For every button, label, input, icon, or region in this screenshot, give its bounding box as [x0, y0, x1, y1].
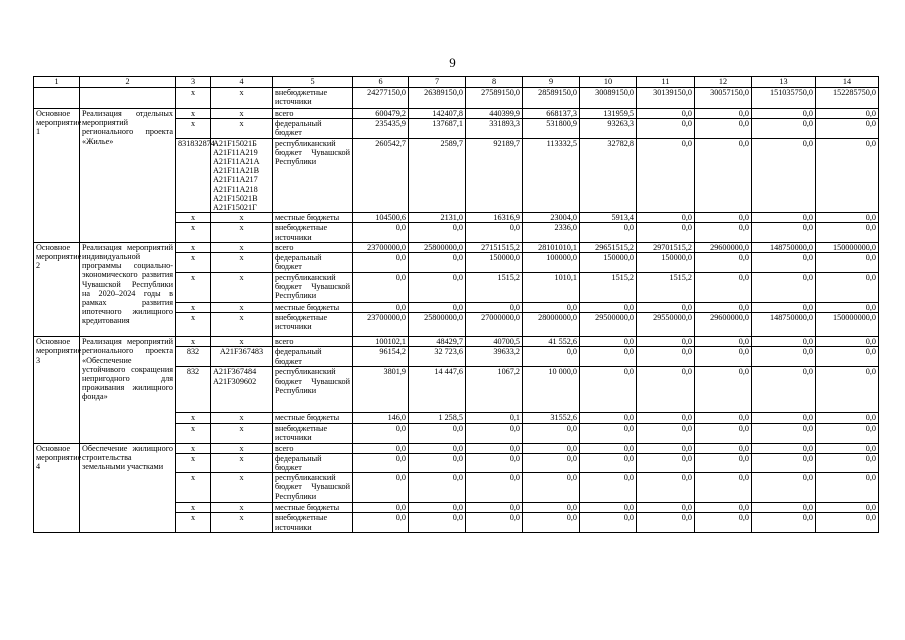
amount-cell: 0,0 [637, 473, 695, 503]
event-description-cell: Обеспечение жилищного строительства земельными участками [80, 443, 176, 532]
column-number-row [34, 77, 879, 88]
amount-cell: 1010,1 [523, 273, 580, 303]
amount-cell: 0,0 [752, 213, 816, 223]
event-description-cell: Реализация мероприятий индивидуальной программы социально-экономического развития Чувашской Республики на 2020–2024 годы в рамках развития ипотечного жилищного кредитования [80, 242, 176, 336]
grbs-code-cell [176, 138, 215, 213]
amount-cell: 0,0 [816, 347, 879, 367]
amount-cell: 1067,2 [466, 367, 523, 413]
grbs-code-cell: х [176, 473, 211, 503]
table-body [34, 77, 879, 533]
amount-cell: 0,0 [353, 443, 409, 453]
amount-cell: 0,0 [353, 513, 409, 532]
target-article-cell-line: А21F11А21А [213, 157, 260, 167]
amount-cell: 0,0 [466, 453, 523, 472]
grbs-code-cell-line: 874 [202, 138, 215, 148]
amount-cell: 0,0 [752, 303, 816, 313]
amount-cell: 0,0 [580, 303, 637, 313]
amount-cell: 0,0 [816, 273, 879, 303]
amount-cell: 0,0 [353, 503, 409, 513]
grbs-code-cell: х [176, 303, 211, 313]
event-description-cell [80, 88, 176, 109]
amount-cell: 0,0 [695, 337, 752, 347]
column-number: 7 [409, 77, 466, 88]
amount-cell: 39633,2 [466, 347, 523, 367]
amount-cell: 1515,2 [466, 273, 523, 303]
grbs-code-cell: х [176, 337, 211, 347]
grbs-code-cell: х [176, 313, 211, 337]
amount-cell: 0,0 [695, 513, 752, 532]
amount-cell: 0,0 [409, 223, 466, 242]
event-description-cell: Реализация мероприятий регионального проекта «Обеспечение устойчивого сокращения непригодного для проживания жилищного фонда» [80, 337, 176, 443]
amount-cell: 0,0 [752, 423, 816, 443]
amount-cell: 29500000,0 [580, 313, 637, 337]
amount-cell: 0,0 [752, 453, 816, 472]
target-article-cell-line: А21F11А218 [213, 184, 258, 194]
target-article-cell-line: А21F15021Г [213, 203, 257, 213]
grbs-code-cell: х [176, 253, 211, 273]
target-article-cell: х [211, 119, 273, 138]
amount-cell: 0,0 [752, 413, 816, 423]
amount-cell: 0,0 [816, 423, 879, 443]
target-article-cell: х [211, 313, 273, 337]
amount-cell: 0,0 [466, 473, 523, 503]
funding-source-cell: республиканский бюджет Чувашской Республики [273, 473, 353, 503]
amount-cell: 0,0 [695, 273, 752, 303]
amount-cell: 260542,7 [353, 138, 409, 213]
amount-cell: 31552,6 [523, 413, 580, 423]
amount-cell: 28000000,0 [523, 313, 580, 337]
amount-cell: 150000,0 [580, 253, 637, 273]
amount-cell: 28101010,1 [523, 242, 580, 252]
table-row [34, 337, 879, 347]
target-article-cell: х [211, 303, 273, 313]
amount-cell: 440399,9 [466, 109, 523, 119]
amount-cell: 0,0 [637, 138, 695, 213]
grbs-code-cell: х [176, 119, 211, 138]
target-article-cell: х [211, 109, 273, 119]
grbs-code-cell: х [176, 443, 211, 453]
amount-cell: 0,0 [695, 413, 752, 423]
target-article-cell: х [211, 423, 273, 443]
amount-cell: 0,0 [816, 443, 879, 453]
amount-cell: 0,0 [816, 337, 879, 347]
amount-cell: 235435,9 [353, 119, 409, 138]
amount-cell: 0,0 [580, 223, 637, 242]
amount-cell: 3801,9 [353, 367, 409, 413]
target-article-cell-line: А21F11А219 [213, 147, 258, 157]
target-article-cell-line: А21F367484 [213, 367, 257, 377]
amount-cell: 0,0 [816, 473, 879, 503]
funding-source-cell: всего [273, 242, 353, 252]
grbs-code-cell: х [176, 423, 211, 443]
column-number: 2 [80, 77, 176, 88]
column-number: 14 [816, 77, 879, 88]
amount-cell: 531800,9 [523, 119, 580, 138]
amount-cell: 600479,2 [353, 109, 409, 119]
funding-source-cell: всего [273, 337, 353, 347]
amount-cell: 148750000,0 [752, 313, 816, 337]
amount-cell: 5913,4 [580, 213, 637, 223]
amount-cell: 0,0 [580, 367, 637, 413]
amount-cell: 0,0 [695, 119, 752, 138]
amount-cell: 0,1 [466, 413, 523, 423]
event-name-cell [34, 88, 80, 109]
amount-cell: 0,0 [580, 413, 637, 423]
amount-cell: 151035750,0 [752, 88, 816, 109]
target-article-cell: х [211, 503, 273, 513]
amount-cell: 92189,7 [466, 138, 523, 213]
amount-cell: 0,0 [752, 443, 816, 453]
grbs-code-cell: 832 [176, 367, 211, 413]
target-article-cell: х [211, 513, 273, 532]
table-row [34, 109, 879, 119]
amount-cell: 0,0 [466, 303, 523, 313]
event-description-cell: Реализация отдельных мероприятий регионального проекта «Жилье» [80, 109, 176, 243]
budget-table [33, 76, 879, 533]
amount-cell: 100102,1 [353, 337, 409, 347]
table-row [34, 88, 879, 109]
grbs-code-cell: х [176, 513, 211, 532]
amount-cell: 0,0 [637, 303, 695, 313]
amount-cell: 0,0 [353, 453, 409, 472]
target-article-cell: х [211, 223, 273, 242]
funding-source-cell: республиканский бюджет Чувашской Республики [273, 138, 353, 213]
funding-source-cell: внебюджетные источники [273, 513, 353, 532]
target-article-cell [211, 138, 273, 213]
column-number: 3 [176, 77, 211, 88]
amount-cell: 0,0 [816, 138, 879, 213]
amount-cell: 2589,7 [409, 138, 466, 213]
amount-cell: 0,0 [752, 367, 816, 413]
amount-cell: 0,0 [695, 503, 752, 513]
event-name-cell: Основное мероприятие 2 [34, 242, 80, 336]
amount-cell: 0,0 [523, 347, 580, 367]
amount-cell: 23004,0 [523, 213, 580, 223]
column-number: 6 [353, 77, 409, 88]
column-number: 4 [211, 77, 273, 88]
grbs-code-cell: х [176, 223, 211, 242]
amount-cell: 0,0 [816, 253, 879, 273]
grbs-code-cell-line: 831 [178, 138, 191, 148]
target-article-cell-line: А21F11А21В [213, 166, 260, 176]
amount-cell: 150000000,0 [816, 242, 879, 252]
amount-cell: 40700,5 [466, 337, 523, 347]
amount-cell: 0,0 [637, 423, 695, 443]
grbs-code-cell-line: 832 [190, 138, 203, 148]
amount-cell: 0,0 [353, 273, 409, 303]
amount-cell: 10 000,0 [523, 367, 580, 413]
amount-cell: 29651515,2 [580, 242, 637, 252]
amount-cell: 0,0 [752, 223, 816, 242]
amount-cell: 0,0 [523, 503, 580, 513]
funding-source-cell: местные бюджеты [273, 413, 353, 423]
grbs-code-cell: х [176, 273, 211, 303]
amount-cell: 48429,7 [409, 337, 466, 347]
amount-cell: 0,0 [409, 453, 466, 472]
amount-cell: 0,0 [580, 503, 637, 513]
event-name-cell: Основное мероприятие 1 [34, 109, 80, 243]
grbs-code-cell: х [176, 88, 211, 109]
amount-cell: 0,0 [466, 223, 523, 242]
amount-cell: 0,0 [752, 273, 816, 303]
amount-cell: 0,0 [695, 453, 752, 472]
amount-cell: 0,0 [816, 503, 879, 513]
amount-cell: 0,0 [816, 513, 879, 532]
funding-source-cell: местные бюджеты [273, 213, 353, 223]
amount-cell: 0,0 [580, 337, 637, 347]
amount-cell: 25800000,0 [409, 313, 466, 337]
amount-cell: 0,0 [637, 223, 695, 242]
amount-cell: 0,0 [523, 473, 580, 503]
amount-cell: 1 258,5 [409, 413, 466, 423]
amount-cell: 28589150,0 [523, 88, 580, 109]
funding-source-cell: республиканский бюджет Чувашской Республики [273, 367, 353, 413]
funding-source-cell: местные бюджеты [273, 303, 353, 313]
amount-cell: 113332,5 [523, 138, 580, 213]
amount-cell: 0,0 [637, 453, 695, 472]
target-article-cell: х [211, 253, 273, 273]
amount-cell: 0,0 [580, 443, 637, 453]
amount-cell: 0,0 [523, 303, 580, 313]
amount-cell: 0,0 [466, 443, 523, 453]
amount-cell: 0,0 [466, 513, 523, 532]
amount-cell: 24277150,0 [353, 88, 409, 109]
amount-cell: 0,0 [523, 453, 580, 472]
column-number: 8 [466, 77, 523, 88]
amount-cell: 150000,0 [637, 253, 695, 273]
amount-cell: 29600000,0 [695, 313, 752, 337]
amount-cell: 23700000,0 [353, 313, 409, 337]
funding-source-cell: федеральный бюджет [273, 347, 353, 367]
amount-cell: 27589150,0 [466, 88, 523, 109]
target-article-cell-line: А21F309602 [213, 376, 257, 386]
amount-cell: 0,0 [353, 473, 409, 503]
amount-cell: 0,0 [637, 413, 695, 423]
amount-cell: 0,0 [523, 423, 580, 443]
amount-cell: 0,0 [752, 109, 816, 119]
funding-source-cell: внебюджетные источники [273, 223, 353, 242]
funding-source-cell: республиканский бюджет Чувашской Республики [273, 273, 353, 303]
amount-cell: 137687,1 [409, 119, 466, 138]
target-article-cell: х [211, 273, 273, 303]
amount-cell: 0,0 [353, 223, 409, 242]
amount-cell: 0,0 [637, 443, 695, 453]
grbs-code-cell: х [176, 453, 211, 472]
amount-cell: 27000000,0 [466, 313, 523, 337]
funding-source-cell: внебюджетные источники [273, 88, 353, 109]
amount-cell: 1515,2 [637, 273, 695, 303]
funding-source-cell: местные бюджеты [273, 503, 353, 513]
amount-cell: 96154,2 [353, 347, 409, 367]
amount-cell: 0,0 [409, 303, 466, 313]
amount-cell: 0,0 [409, 473, 466, 503]
amount-cell: 668137,3 [523, 109, 580, 119]
amount-cell: 104500,6 [353, 213, 409, 223]
amount-cell: 0,0 [580, 513, 637, 532]
amount-cell: 0,0 [695, 303, 752, 313]
amount-cell: 25800000,0 [409, 242, 466, 252]
target-article-cell-line: А21F15021Б [213, 138, 257, 148]
target-article-cell: х [211, 213, 273, 223]
event-name-cell: Основное мероприятие 3 [34, 337, 80, 443]
amount-cell: 0,0 [752, 347, 816, 367]
amount-cell: 0,0 [816, 303, 879, 313]
amount-cell: 0,0 [637, 119, 695, 138]
funding-source-cell: всего [273, 109, 353, 119]
amount-cell: 0,0 [816, 109, 879, 119]
amount-cell: 0,0 [409, 513, 466, 532]
amount-cell: 0,0 [353, 303, 409, 313]
amount-cell: 100000,0 [523, 253, 580, 273]
amount-cell: 1515,2 [580, 273, 637, 303]
amount-cell: 0,0 [637, 109, 695, 119]
amount-cell: 0,0 [637, 503, 695, 513]
amount-cell: 0,0 [695, 138, 752, 213]
amount-cell: 16316,9 [466, 213, 523, 223]
column-number: 1 [34, 77, 80, 88]
amount-cell: 146,0 [353, 413, 409, 423]
grbs-code-cell: х [176, 242, 211, 252]
amount-cell: 0,0 [695, 253, 752, 273]
amount-cell: 0,0 [580, 453, 637, 472]
event-name-cell: Основное мероприятие 4 [34, 443, 80, 532]
amount-cell: 148750000,0 [752, 242, 816, 252]
target-article-cell: х [211, 413, 273, 423]
amount-cell: 0,0 [409, 273, 466, 303]
amount-cell: 0,0 [752, 503, 816, 513]
amount-cell: 0,0 [695, 347, 752, 367]
target-article-cell [211, 367, 273, 413]
target-article-cell: х [211, 337, 273, 347]
amount-cell: 0,0 [409, 443, 466, 453]
amount-cell: 29550000,0 [637, 313, 695, 337]
grbs-code-cell: х [176, 213, 211, 223]
amount-cell: 0,0 [637, 337, 695, 347]
funding-source-cell: федеральный бюджет [273, 119, 353, 138]
amount-cell: 0,0 [752, 253, 816, 273]
amount-cell: 152285750,0 [816, 88, 879, 109]
amount-cell: 0,0 [752, 138, 816, 213]
amount-cell: 41 552,6 [523, 337, 580, 347]
amount-cell: 0,0 [637, 347, 695, 367]
column-number: 9 [523, 77, 580, 88]
grbs-code-cell: 832 [176, 347, 211, 367]
amount-cell: 142407,8 [409, 109, 466, 119]
amount-cell: 0,0 [353, 253, 409, 273]
amount-cell: 0,0 [466, 423, 523, 443]
amount-cell: 0,0 [752, 473, 816, 503]
page-number: 9 [449, 55, 456, 70]
grbs-code-cell: х [176, 413, 211, 423]
amount-cell: 0,0 [523, 443, 580, 453]
funding-source-cell: всего [273, 443, 353, 453]
amount-cell: 27151515,2 [466, 242, 523, 252]
column-number: 12 [695, 77, 752, 88]
amount-cell: 150000,0 [466, 253, 523, 273]
target-article-cell-line: А21F11А217 [213, 175, 258, 185]
amount-cell: 0,0 [580, 347, 637, 367]
amount-cell: 30139150,0 [637, 88, 695, 109]
amount-cell: 14 447,6 [409, 367, 466, 413]
target-article-cell: х [211, 473, 273, 503]
amount-cell: 0,0 [816, 453, 879, 472]
amount-cell: 29600000,0 [695, 242, 752, 252]
amount-cell: 0,0 [695, 367, 752, 413]
amount-cell: 0,0 [752, 337, 816, 347]
target-article-cell: х [211, 443, 273, 453]
amount-cell: 29701515,2 [637, 242, 695, 252]
amount-cell: 0,0 [695, 443, 752, 453]
target-article-cell: А21F367483 [211, 347, 273, 367]
target-article-cell: х [211, 242, 273, 252]
amount-cell: 23700000,0 [353, 242, 409, 252]
amount-cell: 0,0 [752, 119, 816, 138]
target-article-cell: х [211, 88, 273, 109]
funding-source-cell: федеральный бюджет [273, 453, 353, 472]
amount-cell: 0,0 [695, 109, 752, 119]
amount-cell: 0,0 [523, 513, 580, 532]
amount-cell: 30089150,0 [580, 88, 637, 109]
amount-cell: 2336,0 [523, 223, 580, 242]
column-number: 11 [637, 77, 695, 88]
amount-cell: 0,0 [466, 503, 523, 513]
amount-cell: 32 723,6 [409, 347, 466, 367]
amount-cell: 331893,3 [466, 119, 523, 138]
amount-cell: 0,0 [816, 367, 879, 413]
funding-source-cell: внебюджетные источники [273, 423, 353, 443]
table-row [34, 443, 879, 453]
amount-cell: 0,0 [409, 503, 466, 513]
target-article-cell: х [211, 453, 273, 472]
amount-cell: 131959,5 [580, 109, 637, 119]
amount-cell: 0,0 [580, 473, 637, 503]
column-number: 13 [752, 77, 816, 88]
amount-cell: 0,0 [816, 213, 879, 223]
table-row [34, 242, 879, 252]
amount-cell: 0,0 [816, 223, 879, 242]
amount-cell: 32782,8 [580, 138, 637, 213]
amount-cell: 0,0 [409, 423, 466, 443]
amount-cell: 0,0 [695, 213, 752, 223]
amount-cell: 150000000,0 [816, 313, 879, 337]
amount-cell: 0,0 [637, 513, 695, 532]
amount-cell: 30057150,0 [695, 88, 752, 109]
amount-cell: 0,0 [816, 119, 879, 138]
amount-cell: 0,0 [695, 473, 752, 503]
amount-cell: 0,0 [409, 253, 466, 273]
funding-source-cell: внебюджетные источники [273, 313, 353, 337]
amount-cell: 93263,3 [580, 119, 637, 138]
amount-cell: 0,0 [695, 423, 752, 443]
amount-cell: 0,0 [637, 367, 695, 413]
amount-cell: 26389150,0 [409, 88, 466, 109]
grbs-code-cell: х [176, 109, 211, 119]
amount-cell: 0,0 [816, 413, 879, 423]
amount-cell: 0,0 [695, 223, 752, 242]
amount-cell: 0,0 [353, 423, 409, 443]
grbs-code-cell: х [176, 503, 211, 513]
target-article-cell-line: А21F15021В [213, 193, 258, 203]
amount-cell: 0,0 [580, 423, 637, 443]
column-number: 5 [273, 77, 353, 88]
amount-cell: 0,0 [752, 513, 816, 532]
funding-source-cell: федеральный бюджет [273, 253, 353, 273]
column-number: 10 [580, 77, 637, 88]
amount-cell: 2131,0 [409, 213, 466, 223]
amount-cell: 0,0 [637, 213, 695, 223]
